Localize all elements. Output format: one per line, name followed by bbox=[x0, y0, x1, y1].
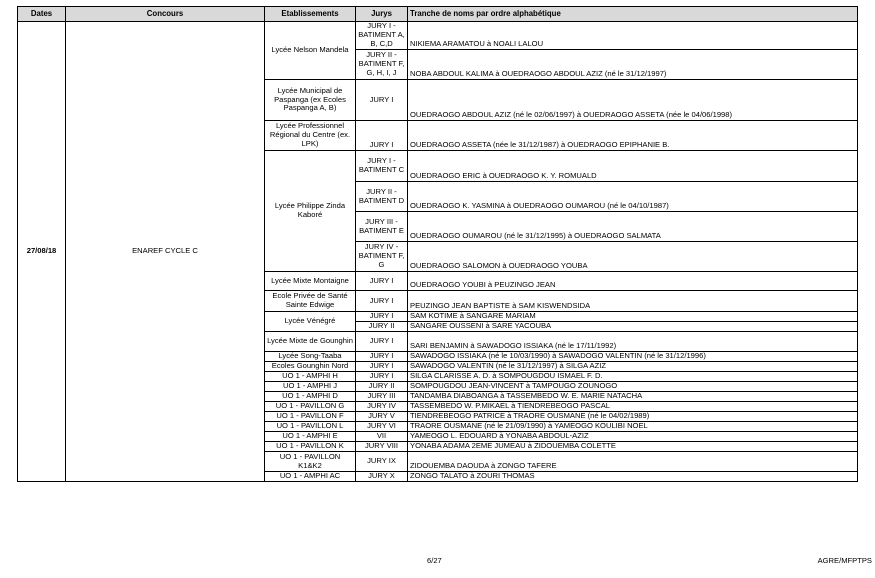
tranche-cell: OUEDRAOGO ABDOUL AZIZ (né le 02/06/1997) à OUEDRAOGO ASSETA (née le 04/06/1998) bbox=[408, 80, 858, 121]
header-concours: Concours bbox=[66, 7, 265, 22]
tranche-cell: OUEDRAOGO OUMAROU (né le 31/12/1995) à OUEDRAOGO SALMATA bbox=[408, 212, 858, 242]
jury-cell: JURY I bbox=[356, 121, 408, 151]
jury-cell: JURY VIII bbox=[356, 442, 408, 452]
jury-cell: JURY IX bbox=[356, 452, 408, 472]
footer-organization: AGRE/MFPTPS bbox=[817, 556, 872, 565]
etablissement-cell: UO 1 - PAVILLON L bbox=[265, 422, 356, 432]
etablissement-cell: Lycée Professionnel Régional du Centre (ex. LPK) bbox=[265, 121, 356, 151]
jury-cell: JURY I bbox=[356, 372, 408, 382]
etablissement-cell: UO 1 - PAVILLON K1&K2 bbox=[265, 452, 356, 472]
jury-cell: JURY I bbox=[356, 352, 408, 362]
concours-cell: ENAREF CYCLE C bbox=[66, 22, 265, 482]
jury-cell: JURY III - BATIMENT E bbox=[356, 212, 408, 242]
jury-cell: JURY I - BATIMENT C bbox=[356, 151, 408, 182]
header-jurys: Jurys bbox=[356, 7, 408, 22]
tranche-cell: ZIDOUEMBA DAOUDA à ZONGO TAFERE bbox=[408, 452, 858, 472]
tranche-cell: SAWADOGO VALENTIN (né le 31/12/1997) à SILGA AZIZ bbox=[408, 362, 858, 372]
etablissement-cell: UO 1 - AMPHI E bbox=[265, 432, 356, 442]
jury-cell: JURY II - BATIMENT F, G, H, I, J bbox=[356, 50, 408, 80]
jury-cell: JURY I bbox=[356, 80, 408, 121]
etablissement-cell: Lycée Song-Taaba bbox=[265, 352, 356, 362]
tranche-cell: NIKIEMA ARAMATOU à NOALI LALOU bbox=[408, 22, 858, 50]
tranche-cell: OUEDRAOGO K. YASMINA à OUEDRAOGO OUMAROU (né le 04/10/1987) bbox=[408, 182, 858, 212]
tranche-cell: SAM KOTIME à SANGARE MARIAM bbox=[408, 312, 858, 322]
etablissement-cell: UO 1 - AMPHI H bbox=[265, 372, 356, 382]
tranche-cell: SILGA CLARISSE A. D. à SOMPOUGDOU ISMAEL F. D. bbox=[408, 372, 858, 382]
etablissement-cell: Ecoles Gounghin Nord bbox=[265, 362, 356, 372]
tranche-cell: TANDAMBA DIABOANGA à TASSEMBEDO W. E. MARIE NATACHA bbox=[408, 392, 858, 402]
tranche-cell: OUEDRAOGO YOUBI à PEUZINGO JEAN bbox=[408, 272, 858, 291]
etablissement-cell: UO 1 - PAVILLON F bbox=[265, 412, 356, 422]
tranche-cell: SARI BENJAMIN à SAWADOGO ISSIAKA (né le 17/11/1992) bbox=[408, 332, 858, 352]
tranche-cell: TRAORE OUSMANE (né le 21/09/1990) à YAMEOGO KOULIBI NOEL bbox=[408, 422, 858, 432]
etablissement-cell: UO 1 - PAVILLON G bbox=[265, 402, 356, 412]
tranche-cell: TIENDREBEOGO PATRICE à TRAORE OUSMANE (né le 04/02/1989) bbox=[408, 412, 858, 422]
jury-cell: JURY II bbox=[356, 382, 408, 392]
etablissement-cell: Lycée Mixte de Gounghin bbox=[265, 332, 356, 352]
tranche-cell: TASSEMBEDO W. P.MIKAEL à TIENDREBEOGO PASCAL bbox=[408, 402, 858, 412]
jury-cell: JURY IV bbox=[356, 402, 408, 412]
tranche-cell: SANGARE OUSSENI à SARE YACOUBA bbox=[408, 322, 858, 332]
tranche-cell: OUEDRAOGO SALOMON à OUEDRAOGO YOUBA bbox=[408, 242, 858, 272]
etablissement-cell: UO 1 - AMPHI D bbox=[265, 392, 356, 402]
etablissement-cell: UO 1 - AMPHI J bbox=[265, 382, 356, 392]
page-number: 6/27 bbox=[427, 556, 442, 565]
date-cell bbox=[18, 22, 66, 482]
date-value: 27/08/18 bbox=[26, 246, 57, 256]
jury-cell: JURY III bbox=[356, 392, 408, 402]
tranche-cell: PEUZINGO JEAN BAPTISTE à SAM KISWENDSIDA bbox=[408, 291, 858, 312]
header-tranche: Tranche de noms par ordre alphabétique bbox=[408, 7, 858, 22]
tranche-cell: SOMPOUGDOU JEAN-VINCENT à TAMPOUGO ZOUNOGO bbox=[408, 382, 858, 392]
header-etablissements: Etablissements bbox=[265, 7, 356, 22]
jury-cell: JURY I bbox=[356, 272, 408, 291]
jury-cell: VII bbox=[356, 432, 408, 442]
jury-cell: JURY I bbox=[356, 332, 408, 352]
allocation-table bbox=[17, 6, 858, 482]
tranche-cell: NOBA ABDOUL KALIMA à OUEDRAOGO ABDOUL AZIZ (né le 31/12/1997) bbox=[408, 50, 858, 80]
jury-cell: JURY IV - BATIMENT F, G bbox=[356, 242, 408, 272]
etablissement-cell: UO 1 - PAVILLON K bbox=[265, 442, 356, 452]
etablissement-cell: Ecole Privée de Santé Sainte Edwige bbox=[265, 291, 356, 312]
tranche-cell: OUEDRAOGO ASSETA (née le 31/12/1987) à OUEDRAOGO EPIPHANIE B. bbox=[408, 121, 858, 151]
etablissement-cell: Lycée Municipal de Paspanga (ex Ecoles Paspanga A, B) bbox=[265, 80, 356, 121]
table-row bbox=[18, 22, 858, 50]
jury-cell: JURY II bbox=[356, 322, 408, 332]
tranche-cell: YONABA ADAMA 2EME JUMEAU à ZIDOUEMBA COLETTE bbox=[408, 442, 858, 452]
etablissement-cell: Lycée Mixte Montaigne bbox=[265, 272, 356, 291]
jury-cell: JURY I - BATIMENT A, B, C,D bbox=[356, 22, 408, 50]
tranche-cell: YAMEOGO L. EDOUARD à YONABA ABDOUL-AZIZ bbox=[408, 432, 858, 442]
etablissement-cell: Lycée Nelson Mandela bbox=[265, 22, 356, 80]
jury-cell: JURY I bbox=[356, 312, 408, 322]
table-header-row bbox=[18, 7, 858, 22]
jury-cell: JURY VI bbox=[356, 422, 408, 432]
tranche-cell: OUEDRAOGO ERIC à OUEDRAOGO K. Y. ROMUALD bbox=[408, 151, 858, 182]
etablissement-cell: Lycée Vénégré bbox=[265, 312, 356, 332]
etablissement-cell: UO 1 - AMPHI AC bbox=[265, 472, 356, 482]
jury-cell: JURY I bbox=[356, 362, 408, 372]
tranche-cell: ZONGO TALATO à ZOURI THOMAS bbox=[408, 472, 858, 482]
tranche-cell: SAWADOGO ISSIAKA (né le 10/03/1990) à SAWADOGO VALENTIN (né le 31/12/1996) bbox=[408, 352, 858, 362]
jury-cell: JURY V bbox=[356, 412, 408, 422]
jury-cell: JURY X bbox=[356, 472, 408, 482]
etablissement-cell: Lycée Philippe Zinda Kaboré bbox=[265, 151, 356, 272]
jury-cell: JURY I bbox=[356, 291, 408, 312]
header-dates: Dates bbox=[18, 7, 66, 22]
jury-cell: JURY II - BATIMENT D bbox=[356, 182, 408, 212]
